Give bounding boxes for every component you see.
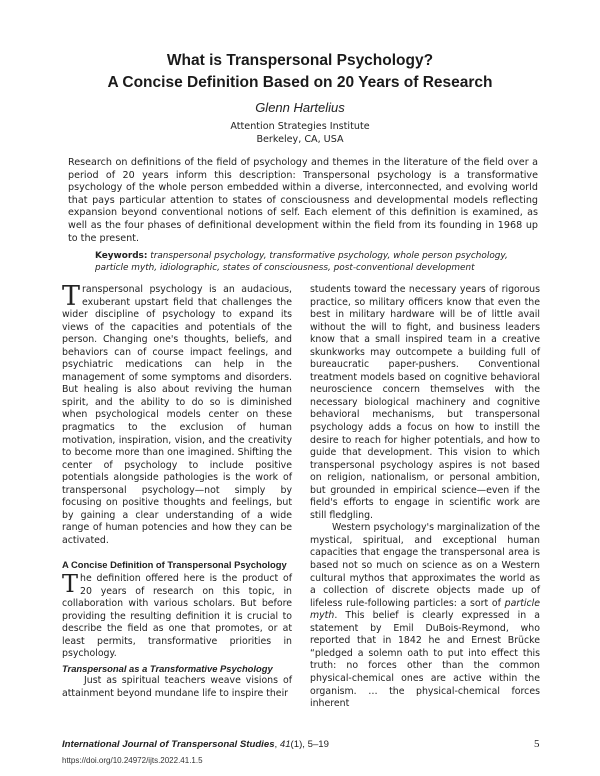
author-name: Glenn Hartelius <box>255 100 345 115</box>
author-location: Berkeley, CA, USA <box>256 134 344 145</box>
keywords <box>95 250 515 274</box>
doi-link[interactable]: https://doi.org/10.24972/ijts.2022.41.1.5 <box>62 756 203 765</box>
keywords-values: transpersonal psychology, transformative psychology, whole person psychology, particle myth, idiolographic, states of consciousness, post-conventional development <box>95 251 508 273</box>
paragraph-text-end: . This belief is clearly expressed in a statement by Emil DuBois-Reymond, who reported that in 1842 he and Ernest Brücke “pledged a solemn oath to put into effect this truth: no forces other than the common physical-chemical ones are active within the organism. … the physical-chemical forces inherent <box>310 610 540 710</box>
particle-myth-term: particle myth <box>310 597 540 622</box>
page-number: 5 <box>534 738 540 750</box>
journal-issue-pages: (1), 5–19 <box>290 739 329 750</box>
definition-text: he definition offered here is the product of 20 years of research on this topic, in collaboration with various scholars. But before providing the resulting definition it is crucial to describe the field as one that promotes, or at least permits, transformative priorities in psychology. <box>62 573 292 660</box>
transformative-paragraph: Just as spiritual teachers weave visions of attainment beyond mundane life to inspire their <box>62 675 292 699</box>
author-institution: Attention Strategies Institute <box>230 121 370 132</box>
journal-volume: 41 <box>279 739 291 750</box>
definition-paragraph <box>62 570 292 661</box>
drop-cap: T <box>62 281 81 312</box>
title-line-2: A Concise Definition Based on 20 Years of Research <box>107 74 493 91</box>
drop-cap: T <box>62 570 79 599</box>
keywords-label: Keywords: <box>95 251 148 261</box>
intro-paragraph <box>62 281 292 547</box>
intro-text: ranspersonal psychology is an audacious, exuberant upstart field that challenges the wider discipline of psychology to expand its views of the capacities and potentials of the person. Changing one's thoughts, beliefs, and behaviors can of course impact feelings, and psychiatric medications can help in the management of some symptoms and disorders. But healing is also about reviving the human spirit, and the ability to do so is diminished when psychological models center on these pragmatics to the exclusion of human motivation, inspiration, vision, and the creativity to become more than one imagined. Shifting the center of psychology to include positive potentials alongside pathologies is the work of transpersonal psychology—not simply by focusing on positive thoughts and feelings, but by gaining a clear understanding of a wide range of human potencies and how they can be activated. <box>62 284 292 546</box>
article-title <box>0 50 600 94</box>
body-column-left <box>62 281 292 701</box>
paragraph-text-start: Western psychology's marginalization of the mystical, spiritual, and exceptional human capacities that engage the transpersonal area is based not so much on science as on a Western cultural mythos that approximates the world as a collection of discrete objects made up of lifeless rule-following particles: a sort of <box>310 522 540 609</box>
title-line-1: What is Transpersonal Psychology? <box>166 52 434 69</box>
continued-paragraph: students toward the necessary years of rigorous practice, so military officers know that even the best in military hardware will be of little avail without the will to fight, and business leaders know that a small inspired team in a creative skunkworks may outcompete a building full of bureaucratic paper-pushers. Conventional treatment models based on cognitive behavioral neuroscience concern themselves with the necessary biological machinery and cognitive behavioral mechanisms, but transpersonal psychology adds a focus on how to instill the desire to reach for higher potentials, and how to guide that development. This vision to which transpersonal psychology aspires is not based on religion, nationalism, or personal ambition, but grounded in empirical science—even if the field's efforts to engage in scientific work are still fledgling. <box>310 284 540 521</box>
subsection-heading: Transpersonal as a Transformative Psychology <box>62 662 273 674</box>
section-heading: A Concise Definition of Transpersonal Psychology <box>62 559 287 571</box>
journal-citation: International Journal of Transpersonal Studies, 41(1), 5–19 <box>62 739 329 750</box>
western-psychology-paragraph <box>310 522 540 710</box>
abstract: Research on definitions of the field of psychology and themes in the literature of the field over a period of 20 years inform this description: Transpersonal psychology is a transformative psychology of the whole person embedded within a diverse, interconnected, and evolving world that pays particular attention to states of consciousness and developmental models reflecting expansion beyond conventional notions of self. Each element of this definition is examined, as well as the four phases of definitional development within the field from its founding in 1968 up to the present. <box>68 157 538 244</box>
body-column-right <box>310 284 540 711</box>
journal-name: International Journal of Transpersonal Studies <box>62 739 275 750</box>
